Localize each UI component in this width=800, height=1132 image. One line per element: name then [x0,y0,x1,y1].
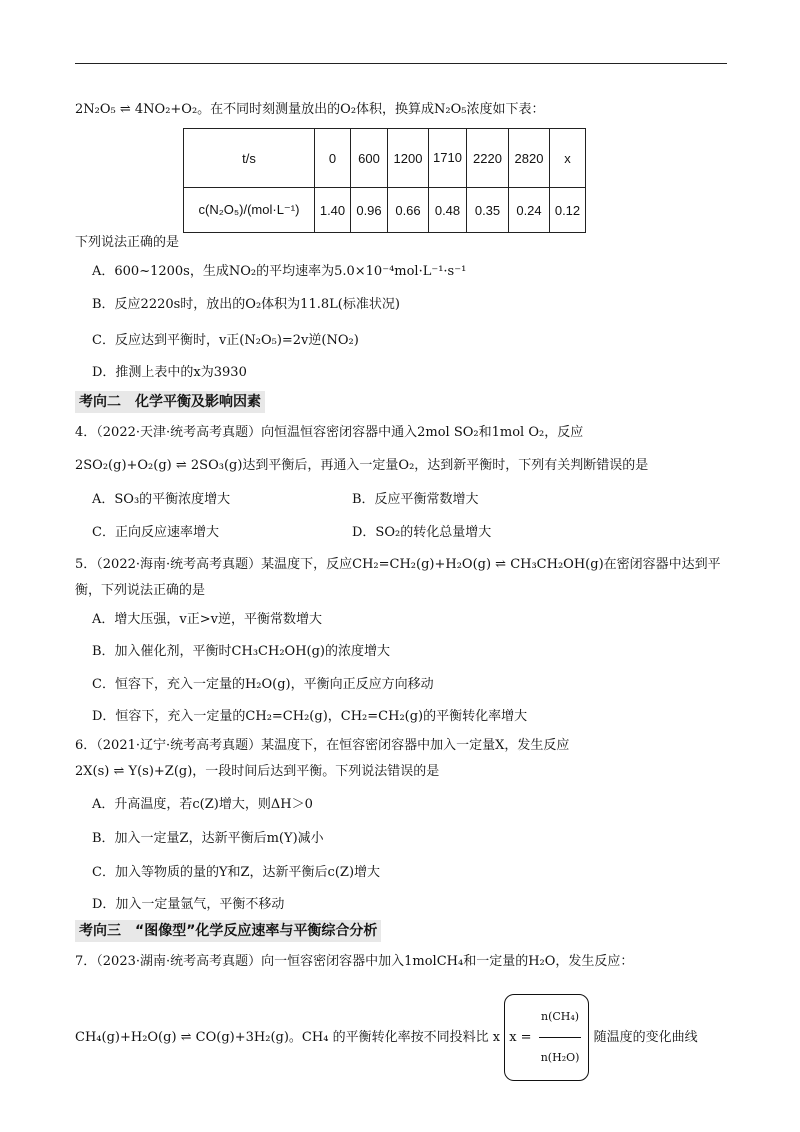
time-cell: 600 [351,129,388,188]
q3-option-c: C．反应达到平衡时，v正(N₂O₅)=2v逆(NO₂) [92,333,359,348]
q5-option-d: D．恒容下，充入一定量的CH₂=CH₂(g)，CH₂=CH₂(g)的平衡转化率增大 [92,709,528,724]
q5-line1: 5．（2022·海南·统考高考真题）某温度下，反应CH₂=CH₂(g)+H₂O(g) ⇌ CH₃CH₂OH(g)在密闭容器中达到平 [75,557,721,572]
q5-option-a: A．增大压强，v正>v逆，平衡常数增大 [92,612,322,627]
q3-option-a: A．600~1200s，生成NO₂的平均速率为5.0×10⁻⁴mol·L⁻¹·s⁻¹ [92,264,467,279]
concentration-table [183,128,586,233]
q3-option-d: D．推测上表中的x为3930 [92,365,247,380]
q5-option-b: B．加入催化剂，平衡时CH₃CH₂OH(g)的浓度增大 [92,644,391,659]
q3-option-b: B．反应2220s时，放出的O₂体积为11.8L(标准状况) [92,297,400,312]
conc-cell: 1.40 [315,188,351,233]
feed-ratio-x-eq: x = [509,1030,532,1045]
table-row-label: c(N₂O₅)/(mol·L⁻¹) [184,188,315,233]
conc-cell: 0.66 [388,188,429,233]
conc-cell: 0.24 [509,188,550,233]
q7-equation: CH₄(g)+H₂O(g) ⇌ CO(g)+3H₂(g)。CH₄ [75,1030,329,1045]
fraction-denominator: n(H₂O) [540,1051,580,1064]
conc-cell: 0.35 [467,188,509,233]
q5-option-c: C．恒容下，充入一定量的H₂O(g)，平衡向正反应方向移动 [92,677,434,692]
q7-x-label: x [492,1030,501,1045]
q7-line2 [75,994,698,1064]
q4-option-b: B．反应平衡常数增大 [352,492,479,507]
conc-cell: 0.48 [429,188,467,233]
q7-line1: 7．（2023·湖南·统考高考真题）向一恒容密闭容器中加入1molCH₄和一定量的H₂O，发生反应： [75,954,634,969]
q4-line2: 2SO₂(g)+O₂(g) ⇌ 2SO₃(g)达到平衡后，再通入一定量O₂，达到新平衡时，下列有关判断错误的是 [75,458,649,473]
q6-option-a: A．升高温度，若c(Z)增大，则ΔH＞0 [92,797,313,812]
q5-line2: 衡，下列说法正确的是 [75,583,206,598]
q3-stem: 下列说法正确的是 [75,235,180,250]
time-cell: 1710 [429,129,467,188]
fraction-numerator: n(CH₄) [539,997,582,1038]
section-heading-2: 考向二 化学平衡及影响因素 [75,391,265,413]
q4-option-a: A．SO₃的平衡浓度增大 [92,492,231,507]
q4-option-c: C．正向反应速率增大 [92,525,219,540]
conc-cell: 0.12 [550,188,586,233]
q6-option-c: C．加入等物质的量的Y和Z，达新平衡后c(Z)增大 [92,865,381,880]
q4-line1: 4．（2022·天津·统考高考真题）向恒温恒容密闭容器中通入2mol SO₂和1mol O₂，反应 [75,425,584,440]
feed-ratio-fraction [539,997,582,1078]
header-rule [75,63,727,64]
table-header-label: t/s [184,129,315,188]
feed-ratio-expression [504,994,589,1081]
q6-option-b: B．加入一定量Z，达新平衡后m(Y)减小 [92,831,324,846]
q6-option-d: D．加入一定量氩气，平衡不移动 [92,897,285,912]
time-cell: 1200 [388,129,429,188]
conc-cell: 0.96 [351,188,388,233]
intro-reaction: 2N₂O₅ ⇌ 4NO₂+O₂。在不同时刻测量放出的O₂体积，换算成N₂O₅浓度如下表： [75,102,545,117]
time-cell: x [550,129,586,188]
q7-mid-text: 的平衡转化率按不同投料比 [332,1030,489,1045]
q4-option-d: D．SO₂的转化总量增大 [352,525,492,540]
q6-line1: 6．（2021·辽宁·统考高考真题）某温度下，在恒容密闭容器中加入一定量X，发生反应 [75,738,570,753]
time-cell: 0 [315,129,351,188]
time-cell: 2220 [467,129,509,188]
section-heading-3: 考向三 “图像型”化学反应速率与平衡综合分析 [75,920,381,942]
time-cell: 2820 [509,129,550,188]
q6-line2: 2X(s) ⇌ Y(s)+Z(g)，一段时间后达到平衡。下列说法错误的是 [75,764,440,779]
q7-tail-text: 随温度的变化曲线 [593,1030,698,1045]
